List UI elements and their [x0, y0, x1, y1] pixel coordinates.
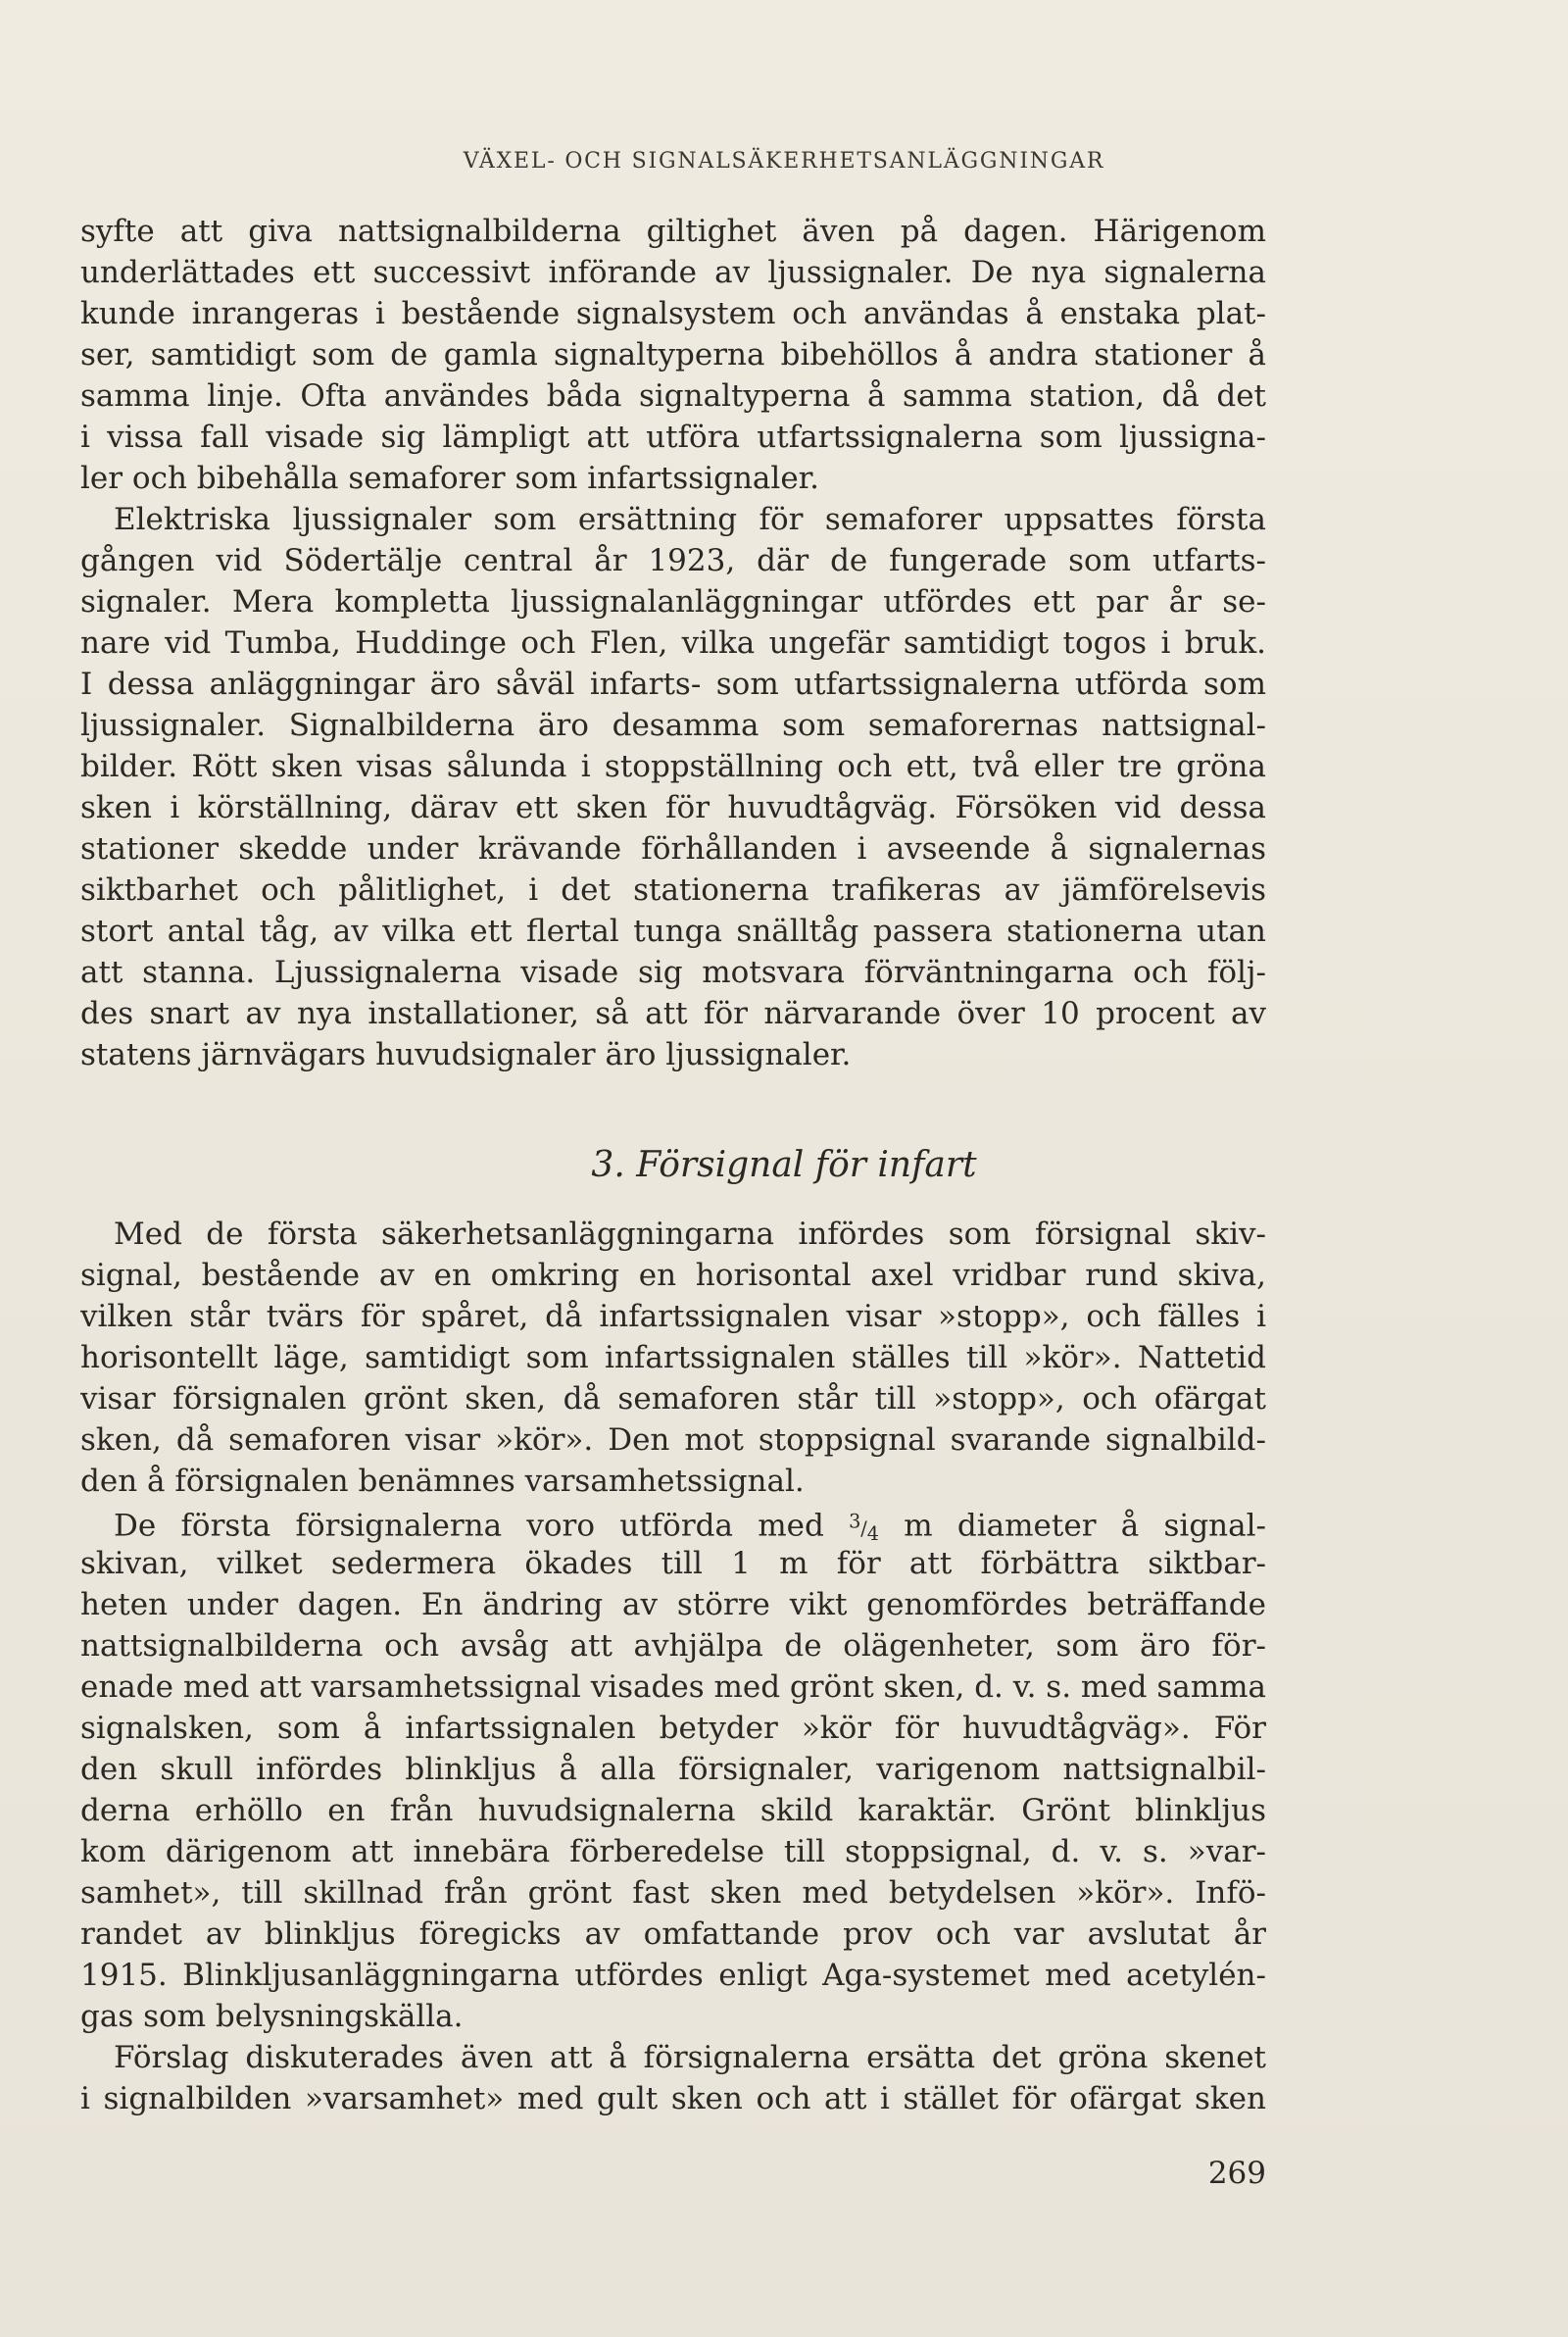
page-number: 269 [1207, 2156, 1266, 2191]
text-line: vilken står tvärs för spåret, då infartssignalen visar »stopp», och fälles i [80, 1299, 1266, 1334]
text-line: gas som belysningskälla. [80, 1999, 464, 2034]
text-fragment: De första försignalerna voro utförda med [114, 1508, 824, 1543]
text-line: des snart av nya installationer, så att för närvarande över 10 procent av [80, 996, 1266, 1031]
section-2-text [80, 1214, 1266, 2119]
text-line: statens järnvägars huvudsignaler äro ljussignaler. [80, 1037, 852, 1072]
text-line: underlättades ett successivt införande av ljussignaler. De nya signalerna [80, 255, 1266, 290]
text-line: siktbarhet och pålitlighet, i det stationerna trafikeras av jämförelsevis [80, 872, 1266, 908]
fraction-denominator: 4 [866, 1522, 879, 1543]
text-line: enade med att varsamhetssignal visades med grönt sken, d. v. s. med samma [80, 1669, 1266, 1705]
text-fragment: m diameter å signal- [904, 1508, 1266, 1543]
fraction: $^3/_4$ [849, 1517, 879, 1540]
fraction-numerator: 3 [849, 1511, 861, 1533]
text-line: derna erhöllo en från huvudsignalerna skild karaktär. Grönt blinkljus [80, 1793, 1266, 1828]
text-line: skivan, vilket sedermera ökades till 1 m för att förbättra siktbar- [80, 1546, 1266, 1581]
text-line: Förslag diskuterades även att å försignalerna ersätta det gröna skenet [114, 2040, 1266, 2075]
text-line: kom därigenom att innebära förberedelse till stoppsignal, d. v. s. »var- [80, 1834, 1266, 1869]
section-1-text [80, 211, 1266, 1075]
text-line: stort antal tåg, av vilka ett flertal tunga snälltåg passera stationerna utan [80, 914, 1266, 949]
text-line: bilder. Rött sken visas sålunda i stoppställning och ett, två eller tre gröna [80, 749, 1266, 784]
text-line: samhet», till skillnad från grönt fast sken med betydelsen »kör». Infö- [80, 1875, 1266, 1911]
text-line: stationer skedde under krävande förhållanden i avseende å signalernas [80, 831, 1266, 867]
text-line: horisontellt läge, samtidigt som infartssignalen ställes till »kör». Nattetid [80, 1340, 1266, 1375]
text-line: randet av blinkljus föregicks av omfattande prov och var avslutat år [80, 1916, 1266, 1952]
running-head: VÄXEL- OCH SIGNALSÄKERHETSANLÄGGNINGAR [463, 149, 1105, 174]
text-line: visar försignalen grönt sken, då semaforen står till »stopp», och ofärgat [80, 1381, 1266, 1417]
text-line: I dessa anläggningar äro såväl infarts- som utfartssignalerna utförda som [80, 667, 1266, 702]
section-heading: 3. Försignal för infart [591, 1145, 977, 1185]
text-line: i vissa fall visade sig lämpligt att utföra utfartssignalerna som ljussigna- [80, 420, 1266, 455]
text-line: gången vid Södertälje central år 1923, där de fungerade som utfarts- [80, 543, 1266, 578]
text-line: signalsken, som å infartssignalen betyder »kör för huvudtågväg». För [80, 1711, 1266, 1746]
text-line: ler och bibehålla semaforer som infartssignaler. [80, 461, 819, 496]
text-line: samma linje. Ofta användes båda signaltyperna å samma station, då det [80, 378, 1266, 414]
text-line: i signalbilden »varsamhet» med gult sken och att i stället för ofärgat sken [80, 2081, 1266, 2116]
text-line: nare vid Tumba, Huddinge och Flen, vilka ungefär samtidigt togos i bruk. [80, 625, 1266, 661]
text-line: att stanna. Ljussignalerna visade sig motsvara förväntningarna och följ- [80, 955, 1266, 990]
text-line: sken, då semaforen visar »kör». Den mot stoppsignal svarande signalbild- [80, 1422, 1266, 1458]
text-line: den skull infördes blinkljus å alla försignaler, varigenom nattsignalbil- [80, 1752, 1266, 1787]
text-line: kunde inrangeras i bestående signalsystem och användas å enstaka plat- [80, 296, 1266, 331]
text-line: 1915. Blinkljusanläggningarna utfördes enligt Aga-systemet med acetylén- [80, 1958, 1266, 1993]
text-line-with-fraction [80, 1502, 1266, 1543]
text-line: Elektriska ljussignaler som ersättning för semaforer uppsattes första [114, 502, 1266, 537]
text-line: signal, bestående av en omkring en horisontal axel vridbar rund skiva, [80, 1258, 1266, 1293]
text-line: syfte att giva nattsignalbilderna giltighet även på dagen. Härigenom [80, 214, 1266, 249]
text-line: sken i körställning, därav ett sken för huvudtågväg. Försöken vid dessa [80, 790, 1266, 825]
text-line: heten under dagen. En ändring av större vikt genomfördes beträffande [80, 1587, 1266, 1622]
text-line: den å försignalen benämnes varsamhetssignal. [80, 1464, 805, 1499]
text-line: ser, samtidigt som de gamla signaltyperna bibehöllos å andra stationer å [80, 337, 1266, 373]
text-line: signaler. Mera kompletta ljussignalanläggningar utfördes ett par år se- [80, 584, 1266, 620]
text-line: Med de första säkerhetsanläggningarna infördes som försignal skiv- [114, 1217, 1266, 1252]
text-line: nattsignalbilderna och avsåg att avhjälpa de olägenheter, som äro för- [80, 1628, 1266, 1664]
text-line: ljussignaler. Signalbilderna äro desamma som semaforernas nattsignal- [80, 708, 1266, 743]
